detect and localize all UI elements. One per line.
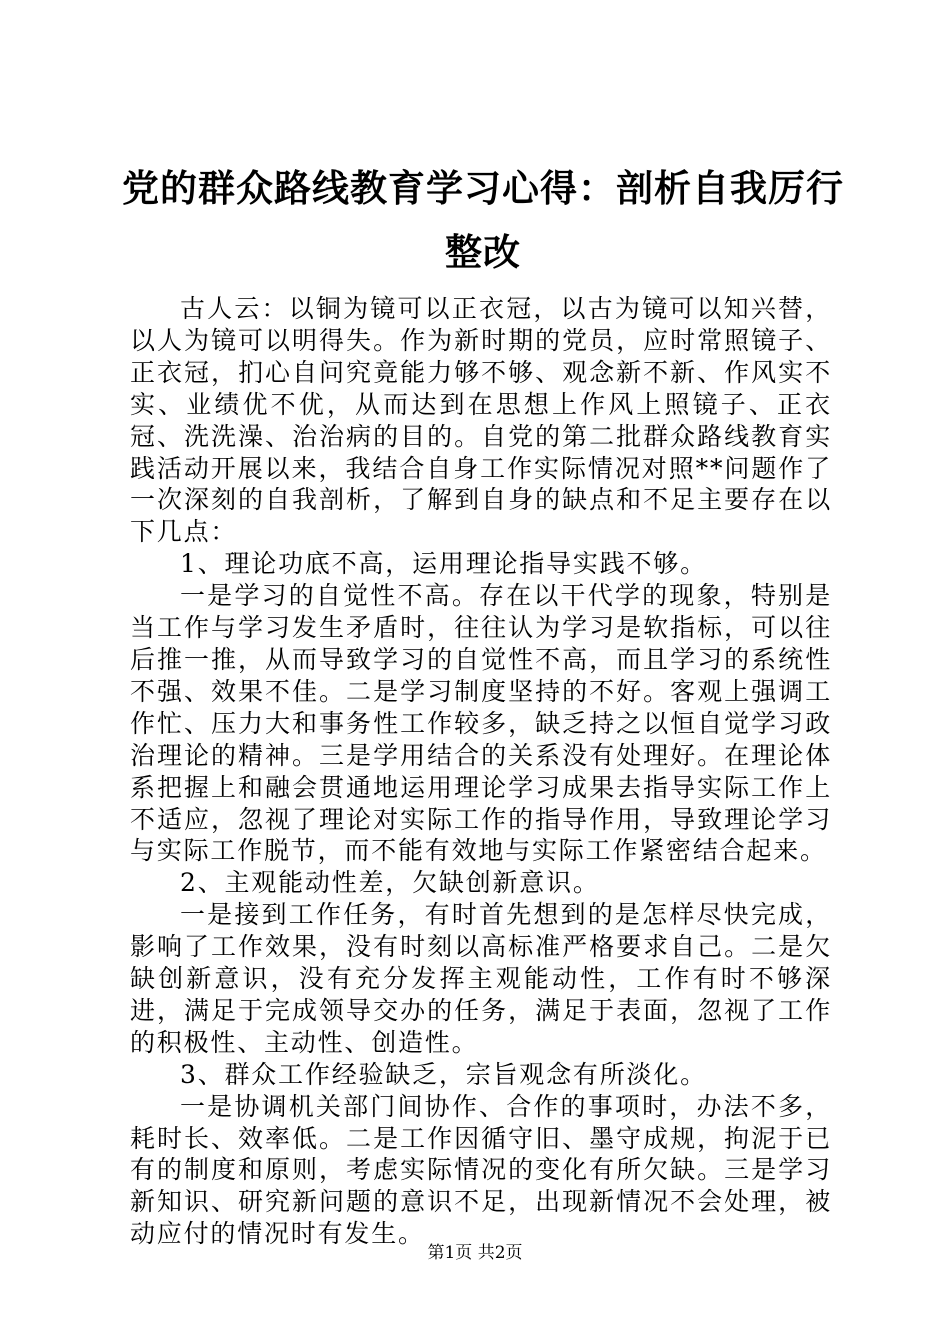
section-body-2: 一是接到工作任务，有时首先想到的是怎样尽快完成，影响了工作效果，没有时刻以高标准严格要求自己。二是欠缺创新意识，没有充分发挥主观能动性，工作有时不够深进，满足于完成领导交办的任务，满足于表面，忽视了工作的积极性、主动性、创造性。 bbox=[130, 900, 832, 1057]
section-heading-3: 3、群众工作经验缺乏，宗旨观念有所淡化。 bbox=[180, 1059, 707, 1089]
section-body-1: 一是学习的自觉性不高。存在以干代学的现象，特别是当工作与学习发生矛盾时，往往认为学习是软指标，可以往后推一推，从而导致学习的自觉性不高，而且学习的系统性不强、效果不佳。二是学习制度坚持的不好。客观上强调工作忙、压力大和事务性工作较多，缺乏持之以恒自觉学习政治理论的精神。三是学用结合的关系没有处理好。在理论体系把握上和融会贯通地运用理论学习成果去指导实际工作上不适应，忽视了理论对实际工作的指导作用，导致理论学习与实际工作脱节，而不能有效地与实际工作紧密结合起来。 bbox=[130, 581, 832, 866]
document-body bbox=[130, 293, 832, 1250]
document-title: 党的群众路线教育学习心得：剖析自我厉行整改 bbox=[122, 166, 844, 274]
section-body-3: 一是协调机关部门间协作、合作的事项时，办法不多，耗时长、效率低。二是工作因循守旧、墨守成规，拘泥于已有的制度和原则，考虑实际情况的变化有所欠缺。三是学习新知识、研究新问题的意识不足，出现新情况不会处理，被动应付的情况时有发生。 bbox=[130, 1091, 832, 1249]
section-heading-2: 2、主观能动性差，欠缺创新意识。 bbox=[180, 868, 600, 898]
intro-paragraph: 古人云：以铜为镜可以正衣冠，以古为镜可以知兴替，以人为镜可以明得失。作为新时期的党员，应时常照镜子、正衣冠，扪心自问究竟能力够不够、观念新不新、作风实不实、业绩优不优，从而达到在思想上作风上照镜子、正衣冠、洗洗澡、治治病的目的。自党的第二批群众路线教育实践活动开展以来，我结合自身工作实际情况对照**问题作了一次深刻的自我剖析，了解到自身的缺点和不足主要存在以下几点： bbox=[130, 294, 832, 547]
page-number-footer: 第1页 共2页 bbox=[427, 1243, 523, 1263]
section-heading-1: 1、理论功底不高，运用理论指导实践不够。 bbox=[180, 549, 707, 579]
